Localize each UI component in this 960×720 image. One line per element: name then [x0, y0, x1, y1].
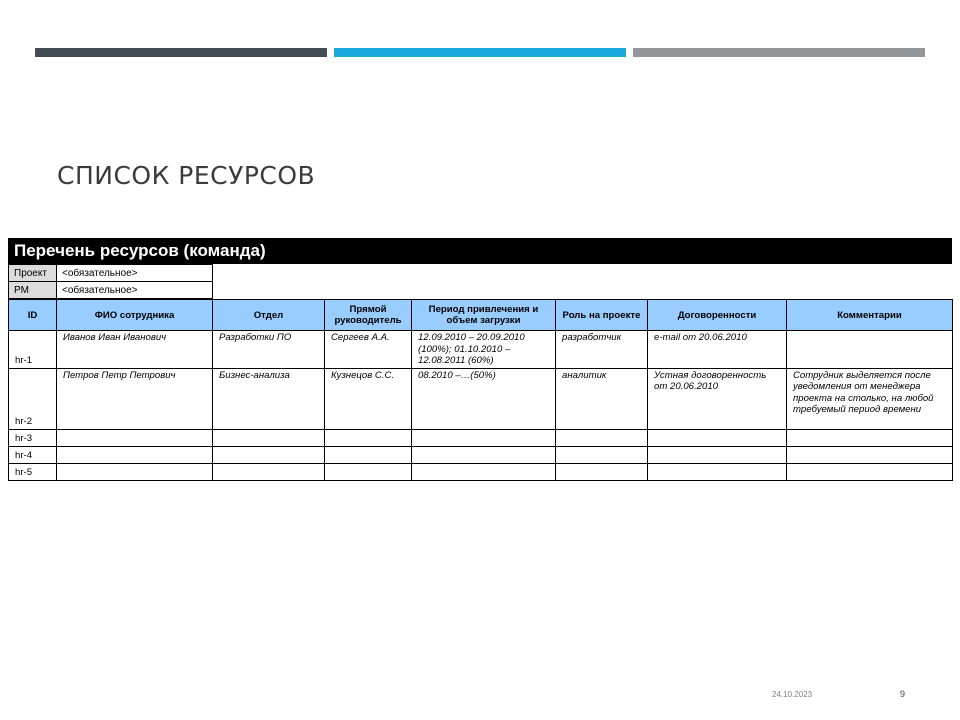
- cell-dept: [213, 429, 325, 446]
- cell-id: hr-5: [9, 463, 57, 480]
- column-header-period: Период привлечения и объем загрузки: [412, 300, 556, 331]
- column-header-id: ID: [9, 300, 57, 331]
- table-row: [9, 463, 953, 480]
- cell-name: [57, 429, 213, 446]
- cell-period: 12.09.2010 – 20.09.2010 (100%); 01.10.2010 – 12.08.2011 (60%): [412, 331, 556, 369]
- cell-manager: Кузнецов С.С.: [325, 368, 412, 429]
- cell-agreements: [648, 463, 787, 480]
- table-row: [9, 368, 953, 429]
- column-header-comments: Комментарии: [787, 300, 953, 331]
- resource-sheet: [8, 238, 952, 481]
- cell-agreements: e-mail от 20.06.2010: [648, 331, 787, 369]
- cell-comments: [787, 463, 953, 480]
- cell-role: разработчик: [556, 331, 648, 369]
- column-header-manager: Прямой руководитель: [325, 300, 412, 331]
- cell-period: [412, 446, 556, 463]
- column-header-dept: Отдел: [213, 300, 325, 331]
- cell-comments: [787, 446, 953, 463]
- sheet-title: Перечень ресурсов (команда): [8, 238, 952, 264]
- meta-row-project: [9, 265, 213, 282]
- cell-agreements: Устная договоренность от 20.06.2010: [648, 368, 787, 429]
- cell-period: [412, 463, 556, 480]
- cell-dept: [213, 463, 325, 480]
- slide-date: 24.10.2023: [772, 690, 813, 699]
- cell-id: hr-1: [9, 331, 57, 369]
- meta-value: <обязательное>: [57, 282, 213, 299]
- table-header-row: [9, 300, 953, 331]
- cell-name: Иванов Иван Иванович: [57, 331, 213, 369]
- meta-value: <обязательное>: [57, 265, 213, 282]
- accent-bar-gray: [633, 48, 925, 57]
- cell-role: [556, 463, 648, 480]
- meta-label: Проект: [9, 265, 57, 282]
- cell-id: hr-2: [9, 368, 57, 429]
- cell-dept: Бизнес-анализа: [213, 368, 325, 429]
- cell-agreements: [648, 429, 787, 446]
- cell-comments: Сотрудник выделяется после уведомления от менеджера проекта на столько, на любой требуемый период времени: [787, 368, 953, 429]
- cell-manager: [325, 429, 412, 446]
- cell-role: аналитик: [556, 368, 648, 429]
- cell-name: [57, 446, 213, 463]
- accent-bar-dark: [35, 48, 327, 57]
- cell-id: hr-4: [9, 446, 57, 463]
- resource-table: [8, 299, 953, 481]
- cell-period: [412, 429, 556, 446]
- cell-name: Петров Петр Петрович: [57, 368, 213, 429]
- cell-id: hr-3: [9, 429, 57, 446]
- column-header-role: Роль на проекте: [556, 300, 648, 331]
- table-row: [9, 331, 953, 369]
- cell-manager: Сергеев А.А.: [325, 331, 412, 369]
- column-header-agreements: Договоренности: [648, 300, 787, 331]
- cell-dept: [213, 446, 325, 463]
- cell-role: [556, 429, 648, 446]
- meta-row-pm: [9, 282, 213, 299]
- column-header-name: ФИО сотрудника: [57, 300, 213, 331]
- cell-agreements: [648, 446, 787, 463]
- cell-name: [57, 463, 213, 480]
- cell-dept: Разработки ПО: [213, 331, 325, 369]
- slide-page-number: 9: [900, 689, 906, 699]
- table-row: [9, 446, 953, 463]
- meta-table: [8, 264, 213, 299]
- cell-manager: [325, 446, 412, 463]
- accent-bar-blue: [334, 48, 626, 57]
- slide-title: СПИСОК РЕСУРСОВ: [57, 161, 316, 190]
- cell-manager: [325, 463, 412, 480]
- cell-comments: [787, 331, 953, 369]
- cell-period: 08.2010 –…(50%): [412, 368, 556, 429]
- cell-role: [556, 446, 648, 463]
- table-row: [9, 429, 953, 446]
- meta-label: PM: [9, 282, 57, 299]
- cell-comments: [787, 429, 953, 446]
